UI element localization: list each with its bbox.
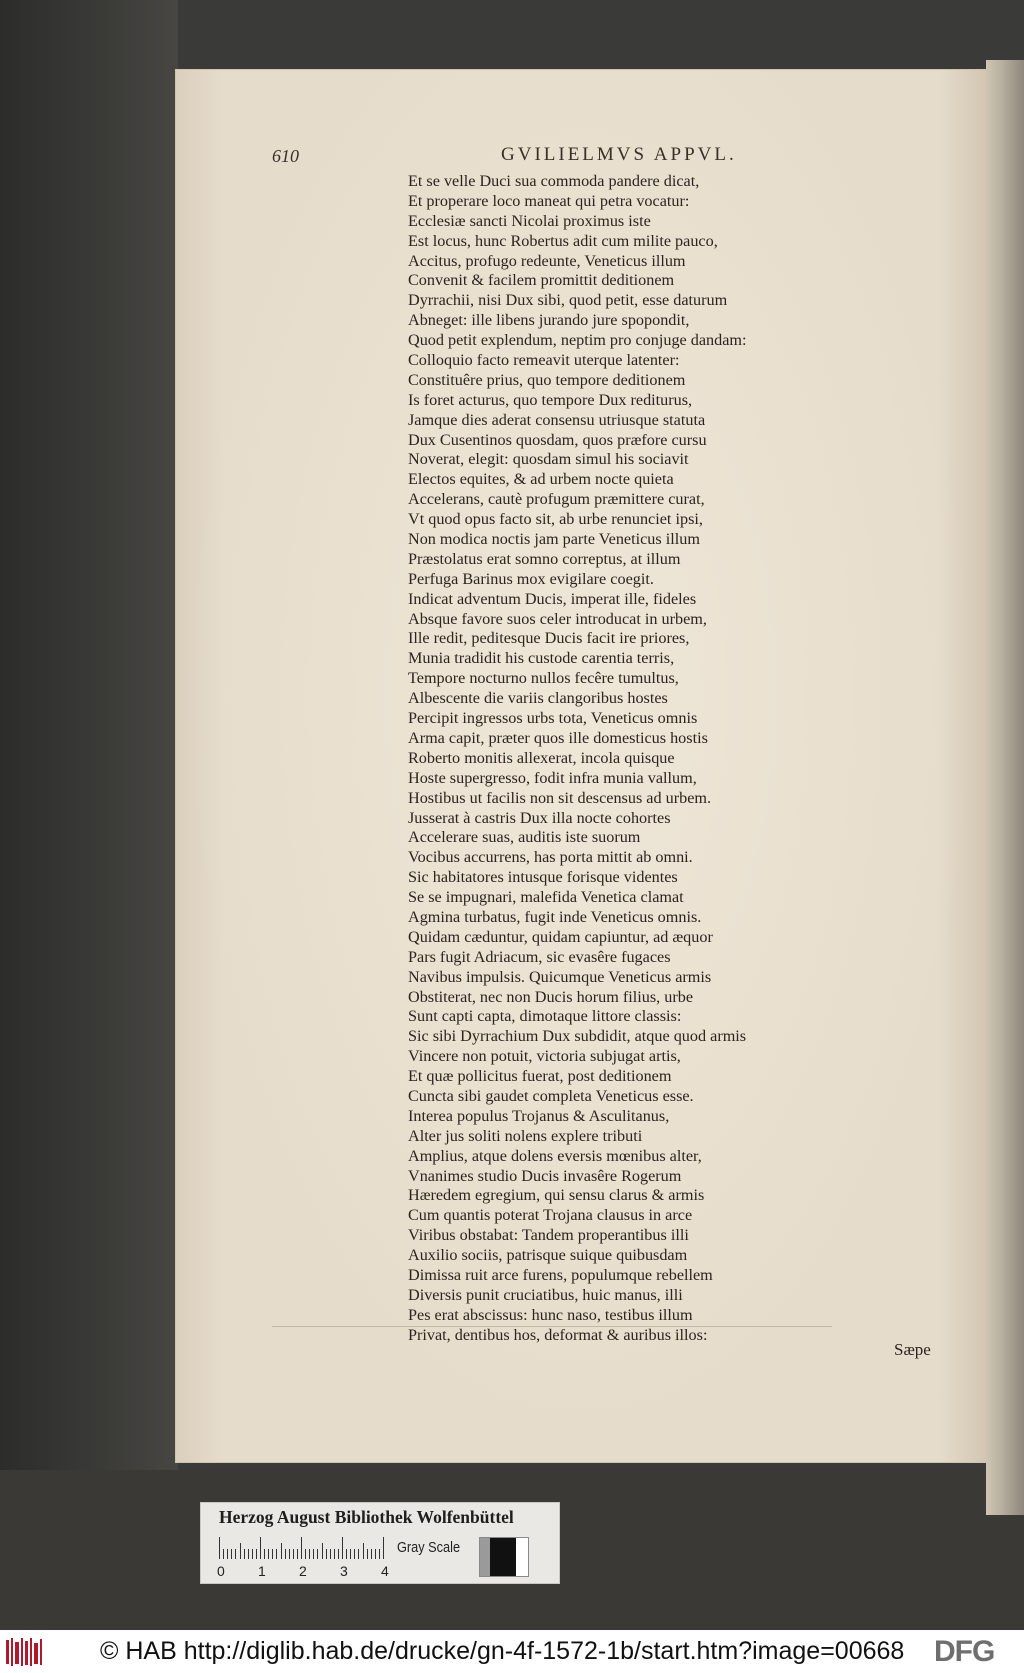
ruler-tick <box>231 1549 232 1559</box>
scale-numbers <box>217 1563 397 1579</box>
verse-line: Vt quod opus facto sit, ab urbe renunciet ipsi, <box>408 510 703 529</box>
verse-line: Quidam cæduntur, quidam capiuntur, ad æquor <box>408 927 713 946</box>
verse-line: Hoste supergresso, fodit infra munia vallum, <box>408 768 697 787</box>
footer-source-link[interactable]: © HAB http://diglib.hab.de/drucke/gn-4f-1572-1b/start.htm?image=00668 <box>100 1637 905 1665</box>
scale-number: 0 <box>217 1563 225 1579</box>
scale-ruler <box>219 1537 384 1559</box>
library-name: Herzog August Bibliothek Wolfenbüttel <box>219 1507 514 1527</box>
verse-line: Sunt capti capta, dimotaque littore classis: <box>408 1007 682 1026</box>
verse-line: Præstolatus erat somno correptus, at illum <box>408 549 681 568</box>
verse-line: Jusserat à castris Dux illa nocte cohortes <box>408 808 671 827</box>
scale-number: 4 <box>381 1563 389 1579</box>
ruler-tick <box>240 1543 241 1559</box>
hab-barcode-icon <box>6 1638 46 1666</box>
ruler-tick <box>322 1543 323 1559</box>
scale-number: 3 <box>340 1563 348 1579</box>
ruler-tick <box>260 1537 261 1559</box>
verse-line: Accitus, profugo redeunte, Veneticus illum <box>408 251 686 270</box>
ruler-tick <box>219 1537 220 1559</box>
ruler-tick <box>379 1549 380 1559</box>
verse-line: Vnanimes studio Ducis invasêre Rogerum <box>408 1166 682 1185</box>
page-number: 610 <box>272 146 299 166</box>
ruler-tick <box>371 1549 372 1559</box>
verse-line: Munia tradidit his custode carentia terris, <box>408 649 675 668</box>
ruler-tick <box>252 1549 253 1559</box>
ruler-tick <box>358 1549 359 1559</box>
verse-line: Perfuga Barinus mox evigilare coegit. <box>408 569 654 588</box>
ruler-tick <box>313 1549 314 1559</box>
verse-line: Accelerare suas, auditis iste suorum <box>408 828 641 847</box>
ruler-tick <box>363 1543 364 1559</box>
verse-line: Is foret acturus, quo tempore Dux rediturus, <box>408 390 693 409</box>
background-left <box>0 0 178 1515</box>
verse-line: Sic sibi Dyrrachium Dux subdidit, atque quod armis <box>408 1027 747 1046</box>
ruler-tick <box>317 1549 318 1559</box>
verse-line: Navibus impulsis. Quicumque Veneticus armis <box>408 967 712 986</box>
verse-line: Cum quantis poterat Trojana clausus in arce <box>408 1206 693 1225</box>
verse-line: Pes erat abscissus: hunc naso, testibus illum <box>408 1305 693 1324</box>
ruler-tick <box>235 1549 236 1559</box>
ruler-tick <box>285 1549 286 1559</box>
ruler-tick <box>375 1549 376 1559</box>
verse-line: Constituêre prius, quo tempore deditionem <box>408 370 686 389</box>
scale-number: 2 <box>299 1563 307 1579</box>
verse-line: Indicat adventum Ducis, imperat ille, fideles <box>408 589 697 608</box>
verse-line: Absque favore suos celer introducat in urbem, <box>408 609 707 628</box>
ruler-tick <box>305 1549 306 1559</box>
dfg-logo: DFG <box>934 1635 995 1668</box>
ruler-tick <box>326 1549 327 1559</box>
verse-line: Hostibus ut facilis non sit descensus ad urbem. <box>408 788 712 807</box>
verse-line: Albescente die variis clangoribus hostes <box>408 689 668 708</box>
verse-line: Roberto monitis allexerat, incola quisque <box>408 748 675 767</box>
ruler-tick <box>289 1549 290 1559</box>
verse-text-block <box>408 172 788 1346</box>
ruler-tick <box>272 1549 273 1559</box>
verse-line: Ille redit, peditesque Ducis facit ire priores, <box>408 629 690 648</box>
verse-line: Et se velle Duci sua commoda pandere dicat, <box>408 172 700 190</box>
verse-line: Ecclesiæ sancti Nicolai proximus iste <box>408 211 651 230</box>
ruler-tick <box>383 1537 384 1559</box>
verse-line: Dux Cusentinos quosdam, quos præfore cursu <box>408 430 707 449</box>
verse-line: Jamque dies aderat consensu utriusque statuta <box>408 410 706 429</box>
verse-line: Auxilio sociis, patrisque suique quibusdam <box>408 1246 688 1265</box>
verse-line: Pars fugit Adriacum, sic evasêre fugaces <box>408 947 671 966</box>
bottom-rule <box>272 1326 832 1327</box>
ruler-tick <box>350 1549 351 1559</box>
verse-line: Quod petit explendum, neptim pro conjuge dandam: <box>408 331 747 350</box>
ruler-tick <box>297 1549 298 1559</box>
verse-line: Vocibus accurrens, has porta mittit ab omni. <box>408 848 693 867</box>
verse-line: Noverat, elegit: quosdam simul his sociavit <box>408 450 689 469</box>
verse-line: Dimissa ruit arce furens, populumque rebellem <box>408 1265 713 1284</box>
verse-line: Diversis punit cruciatibus, huic manus, illi <box>408 1285 683 1304</box>
verse-line: Sic habitatores intusque forisque videntes <box>408 868 678 887</box>
verse-line: Accelerans, cautè profugum præmittere curat, <box>408 490 705 509</box>
verse-line: Dyrrachii, nisi Dux sibi, quod petit, esse daturum <box>408 291 728 310</box>
ruler-tick <box>334 1549 335 1559</box>
ruler-tick <box>244 1549 245 1559</box>
scale-number: 1 <box>258 1563 266 1579</box>
ruler-tick <box>281 1543 282 1559</box>
verse-line: Convenit & facilem promittit deditionem <box>408 271 675 290</box>
ruler-tick <box>354 1549 355 1559</box>
verse-line: Hæredem egregium, qui sensu clarus & armis <box>408 1186 705 1205</box>
gray-scale-label: Gray Scale <box>397 1539 461 1556</box>
book-spine <box>986 60 1024 1515</box>
verse-line: Abneget: ille libens jurando jure spopondit, <box>408 311 690 330</box>
verse-line: Est locus, hunc Robertus adit cum milite pauco, <box>408 231 718 250</box>
verse-line: Et quæ pollicitus fuerat, post deditionem <box>408 1067 672 1086</box>
footer-bar <box>0 1630 1024 1673</box>
page-header <box>176 146 986 170</box>
ruler-tick <box>301 1537 302 1559</box>
verse-line: Alter jus soliti nolens explere tributi <box>408 1126 643 1145</box>
ruler-tick <box>256 1549 257 1559</box>
ruler-tick <box>248 1549 249 1559</box>
verse-line: Privat, dentibus hos, deformat & auribus illos: <box>408 1325 708 1344</box>
verse-line: Vincere non potuit, victoria subjugat artis, <box>408 1047 681 1066</box>
verse-line: Arma capit, præter quos ille domesticus hostis <box>408 728 708 747</box>
verse-line: Viribus obstabat: Tandem properantibus illi <box>408 1226 689 1245</box>
running-head: GVILIELMVS APPVL. <box>501 144 737 165</box>
ruler-tick <box>227 1549 228 1559</box>
verse-line: Interea populus Trojanus & Asculitanus, <box>408 1106 670 1125</box>
verse-line: Tempore nocturno nullos fecêre tumultus, <box>408 669 679 688</box>
book-page <box>176 70 986 1462</box>
gray-scale-patch <box>479 1537 529 1577</box>
verse-line: Amplius, atque dolens eversis mœnibus alter, <box>408 1146 702 1165</box>
verse-line: Se se impugnari, malefida Venetica clamat <box>408 888 684 907</box>
ruler-tick <box>264 1549 265 1559</box>
library-label-card <box>200 1502 560 1584</box>
ruler-tick <box>276 1549 277 1559</box>
catchword: Sæpe <box>894 1340 931 1359</box>
ruler-tick <box>330 1549 331 1559</box>
verse-line: Electos equites, & ad urbem nocte quieta <box>408 470 674 489</box>
verse-line: Agmina turbatus, fugit inde Veneticus omnis. <box>408 907 702 926</box>
ruler-tick <box>342 1537 343 1559</box>
verse-line: Non modica noctis jam parte Veneticus illum <box>408 530 700 549</box>
ruler-tick <box>223 1549 224 1559</box>
verse-line: Colloquio facto remeavit uterque latenter: <box>408 351 680 370</box>
verse-line: Percipit ingressos urbs tota, Veneticus omnis <box>408 709 698 728</box>
ruler-tick <box>367 1549 368 1559</box>
ruler-tick <box>338 1549 339 1559</box>
verse-line: Et properare loco maneat qui petra vocatur: <box>408 191 690 210</box>
ruler-tick <box>309 1549 310 1559</box>
ruler-tick <box>346 1549 347 1559</box>
verse-line: Obstiterat, nec non Ducis horum filius, urbe <box>408 987 694 1006</box>
verse-line: Cuncta sibi gaudet completa Veneticus esse. <box>408 1086 694 1105</box>
ruler-tick <box>293 1549 294 1559</box>
ruler-tick <box>268 1549 269 1559</box>
